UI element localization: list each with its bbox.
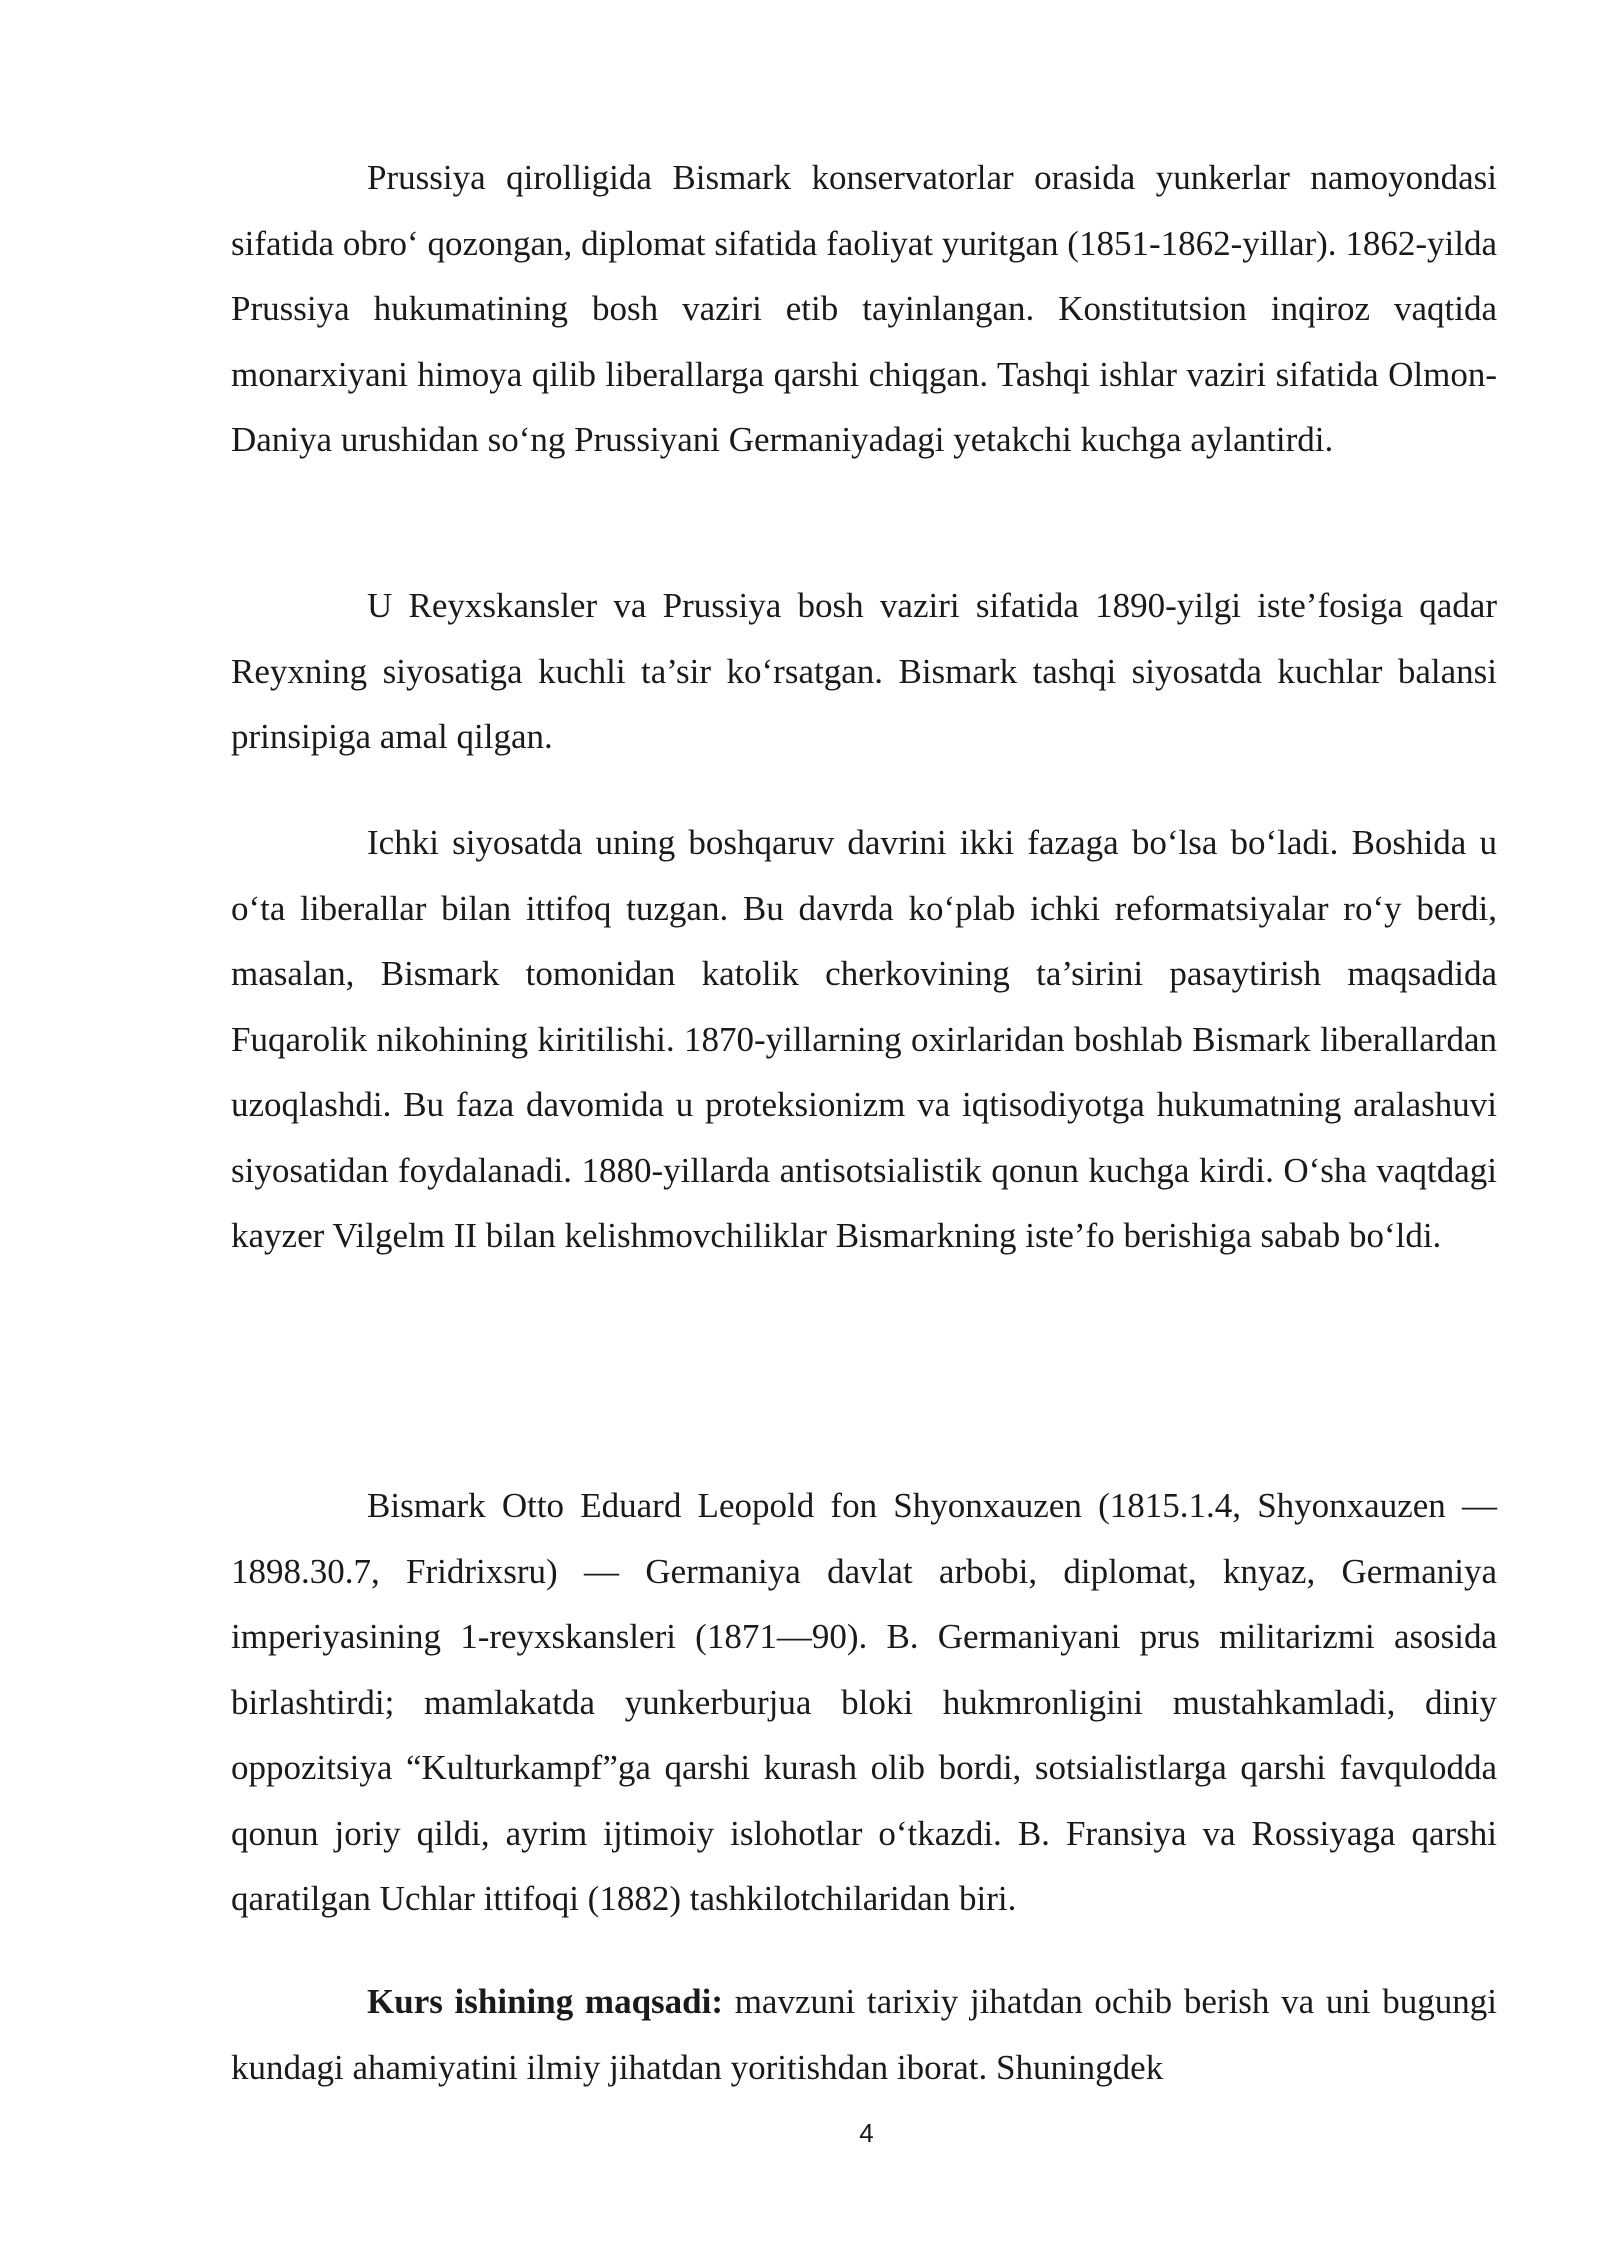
- paragraph-course-goal: [231, 1969, 1497, 2100]
- paragraph-biography: Bismark Otto Eduard Leopold fon Shyonxauzen (1815.1.4, Shyonxauzen —1898.30.7, Fridrixsru) — Germaniya davlat arbobi, diplomat, knyaz, Germaniya imperiyasining 1-reyxskansleri (1871—90). B. Germaniyani prus militarizmi asosida birlashtirdi; mamlakatda yunkerburjua bloki hukmronligini mustahkamladi, diniy oppozitsiya “Kulturkampf”ga qarshi kurash olib bordi, sotsialistlarga qarshi favqulodda qonun joriy qildi, ayrim ijtimoiy islohotlar o‘tkazdi. B. Fransiya va Rossiyaga qarshi qaratilgan Uchlar ittifoqi (1882) tashkilotchilaridan biri.: [231, 1486, 1497, 1918]
- paragraph-reichskanzler: U Reyxskansler va Prussiya bosh vaziri sifatida 1890-yilgi iste’fosiga qadar Reyxning siyosatiga kuchli ta’sir ko‘rsatgan. Bismark tashqi siyosatda kuchlar balansi prinsipiga amal qilgan.: [231, 586, 1497, 756]
- course-goal-heading: Kurs ishining maqsadi:: [367, 1982, 724, 2021]
- course-goal-text: mavzuni tarixiy jihatdan ochib berish va uni bugungi kundagi ahamiyatini ilmiy jihatdan yoritishdan iborat. Shuningdek: [231, 1982, 1497, 2087]
- page-number: 4: [859, 2118, 874, 2148]
- paragraph-prussia-career: Prussiya qirolligida Bismark konservatorlar orasida yunkerlar namoyondasi sifatida obro‘ qozongan, diplomat sifatida faoliyat yuritgan (1851-1862-yillar). 1862-yilda Prussiya hukumatining bosh vaziri etib tayinlangan. Konstitutsion inqiroz vaqtida monarxiyani himoya qilib liberallarga qarshi chiqgan. Tashqi ishlar vaziri sifatida Olmon-Daniya urushidan so‘ng Prussiyani Germaniyadagi yetakchi kuchga aylantirdi.: [231, 158, 1497, 459]
- paragraph-domestic-policy: Ichki siyosatda uning boshqaruv davrini ikki fazaga bo‘lsa bo‘ladi. Boshida u o‘ta liberallar bilan ittifoq tuzgan. Bu davrda ko‘plab ichki reformatsiyalar ro‘y berdi, masalan, Bismark tomonidan katolik cherkovining ta’sirini pasaytirish maqsadida Fuqarolik nikohining kiritilishi. 1870-yillarning oxirlaridan boshlab Bismark liberallardan uzoqlashdi. Bu faza davomida u proteksionizm va iqtisodiyotga hukumatning aralashuvi siyosatidan foydalanadi. 1880-yillarda antisotsialistik qonun kuchga kirdi. O‘sha vaqtdagi kayzer Vilgelm II bilan kelishmovchiliklar Bismarkning iste’fo berishiga sabab bo‘ldi.: [231, 823, 1497, 1255]
